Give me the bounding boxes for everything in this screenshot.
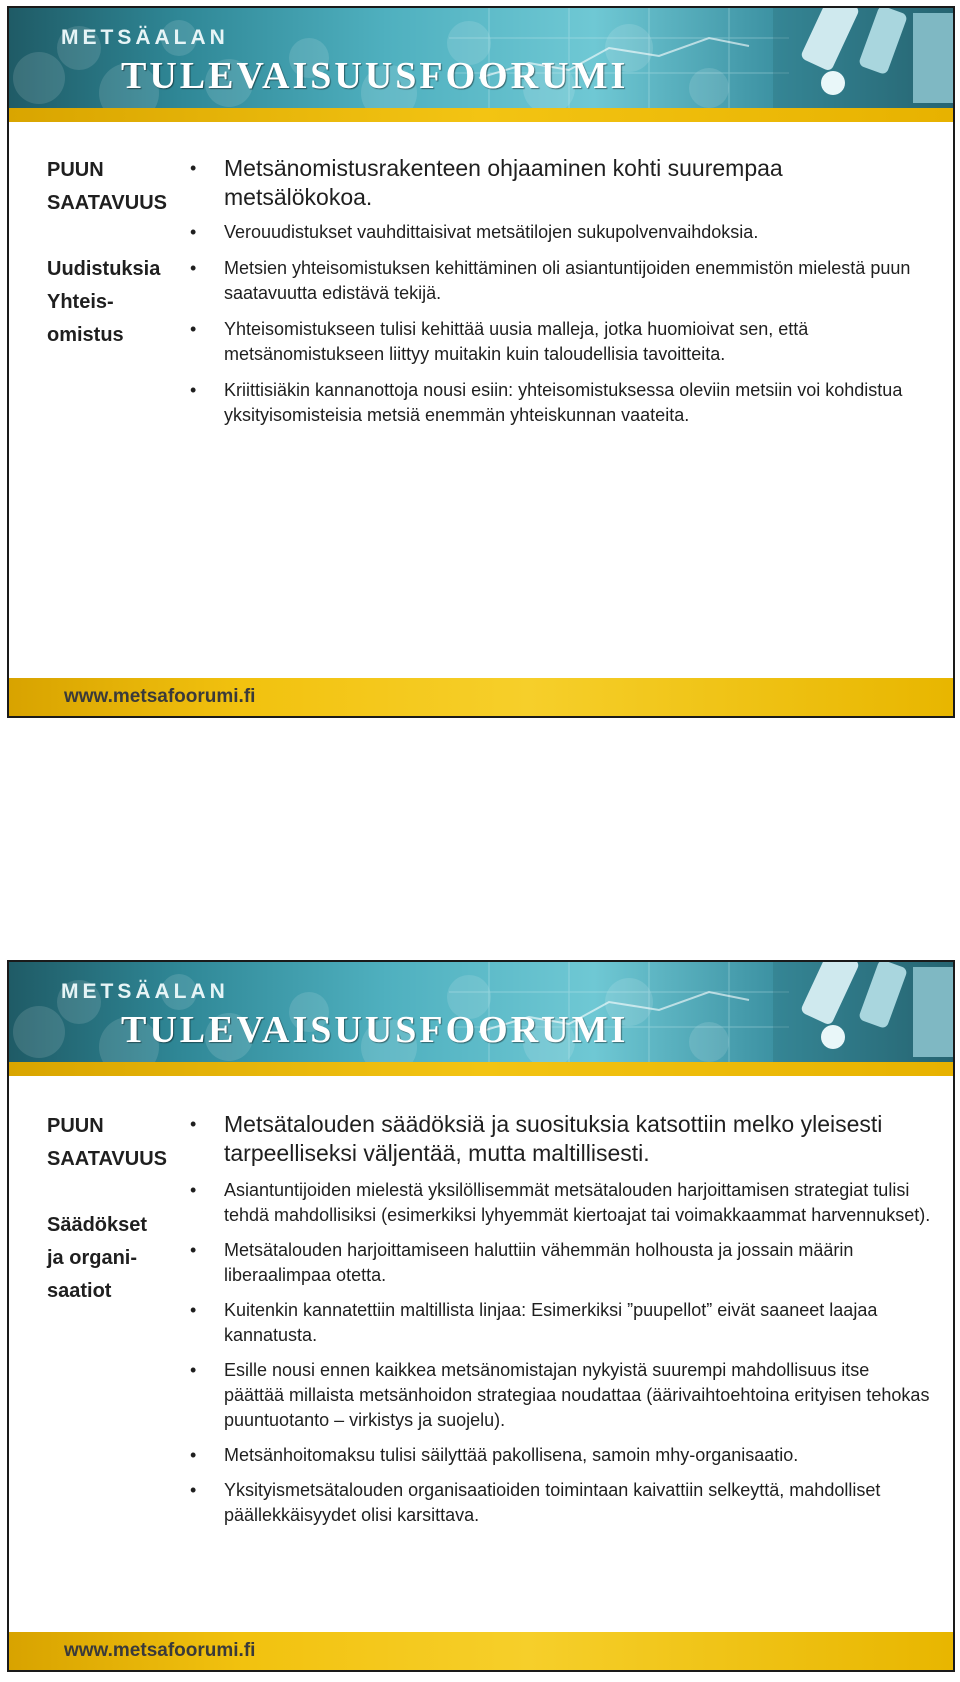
- left-label-saatavuus: SAATAVUUS: [47, 1148, 167, 1170]
- bullet-item: • Verouudistukset vauhdittaisivat metsätilojen sukupolvenvaihdoksia.: [184, 220, 934, 245]
- bullet-item: • Metsänomistusrakenteen ohjaaminen kohti suurempaa metsälökokoa.: [184, 154, 934, 212]
- bullet-item: • Yhteisomistukseen tulisi kehittää uusia malleja, jotka huomioivat sen, että metsänomistukseen liittyy muitakin kuin taloudellisia tavoitteita.: [184, 317, 934, 367]
- left-label-yhteis: Yhteis-: [47, 291, 114, 313]
- left-label-saatiot: saatiot: [47, 1280, 112, 1302]
- microscope-image: [773, 8, 953, 108]
- header-banner: [9, 8, 953, 122]
- footer-bar: [9, 1632, 953, 1670]
- footer-url: www.metsafoorumi.fi: [64, 686, 256, 707]
- footer-url: www.metsafoorumi.fi: [64, 1640, 256, 1661]
- left-label-uudistuksia: Uudistuksia: [47, 258, 161, 280]
- left-label-saadokset: Säädökset: [47, 1214, 148, 1236]
- bullet-item: • Metsänhoitomaksu tulisi säilyttää pakollisena, samoin mhy-organisaatio.: [184, 1443, 934, 1468]
- bullet-item: • Kriittisiäkin kannanottoja nousi esiin: yhteisomistuksessa oleviin metsiin voi kohdistua yksityisomisteisia metsiä enemmän yhteiskunnan vaateita.: [184, 378, 934, 428]
- bullet-item: • Metsätalouden harjoittamiseen haluttiin vähemmän holhousta ja jossain määrin liberaalimpaa otetta.: [184, 1238, 934, 1288]
- left-label-puun: PUUN: [47, 1115, 104, 1137]
- header-banner: [9, 962, 953, 1076]
- left-section-labels: [47, 1110, 197, 1308]
- bullet-item: • Metsien yhteisomistuksen kehittäminen oli asiantuntijoiden enemmistön mielestä puun saatavuutta edistävä tekijä.: [184, 256, 934, 306]
- footer-bar: [9, 678, 953, 716]
- left-label-puun: PUUN: [47, 159, 104, 181]
- bullet-list: [184, 1110, 934, 1538]
- left-label-saatavuus: SAATAVUUS: [47, 192, 167, 214]
- bullet-item: • Esille nousi ennen kaikkea metsänomistajan nykyistä suurempi mahdollisuus itse päättää millaista metsänhoidon strategiaa noudattaa (äärivaihtoehtoina erityisen tehokas puuntuotanto – virkistys ja suojelu).: [184, 1358, 934, 1433]
- header-subtitle: METSÄALAN: [61, 980, 229, 1003]
- microscope-image: [773, 962, 953, 1062]
- bullet-item: • Metsätalouden säädöksiä ja suosituksia katsottiin melko yleisesti tarpeelliseksi väljentää, mutta maltillisesti.: [184, 1110, 934, 1168]
- bullet-item: • Asiantuntijoiden mielestä yksilöllisemmät metsätalouden harjoittamisen strategiat tulisi tehdä mahdollisiksi (esimerkiksi lyhyemmät kiertoajat tai voimakkaammat harvennukset).: [184, 1178, 934, 1228]
- header-title: TULEVAISUUSFOORUMI: [121, 1009, 629, 1051]
- left-section-labels: [47, 154, 197, 352]
- header-gold-stripe: [9, 108, 953, 122]
- left-label-ja-organi: ja organi-: [47, 1247, 138, 1269]
- slide-2: [7, 960, 955, 1672]
- bullet-list: [184, 154, 934, 439]
- slide-1: [7, 6, 955, 718]
- bullet-item: • Yksityismetsätalouden organisaatioiden toimintaan kaivattiin selkeyttä, mahdolliset päällekkäisyydet olisi karsittava.: [184, 1478, 934, 1528]
- left-label-omistus: omistus: [47, 324, 124, 346]
- header-title: TULEVAISUUSFOORUMI: [121, 55, 629, 97]
- bullet-item: • Kuitenkin kannatettiin maltillista linjaa: Esimerkiksi ”puupellot” eivät saaneet laajaa kannatusta.: [184, 1298, 934, 1348]
- header-gold-stripe: [9, 1062, 953, 1076]
- header-subtitle: METSÄALAN: [61, 26, 229, 49]
